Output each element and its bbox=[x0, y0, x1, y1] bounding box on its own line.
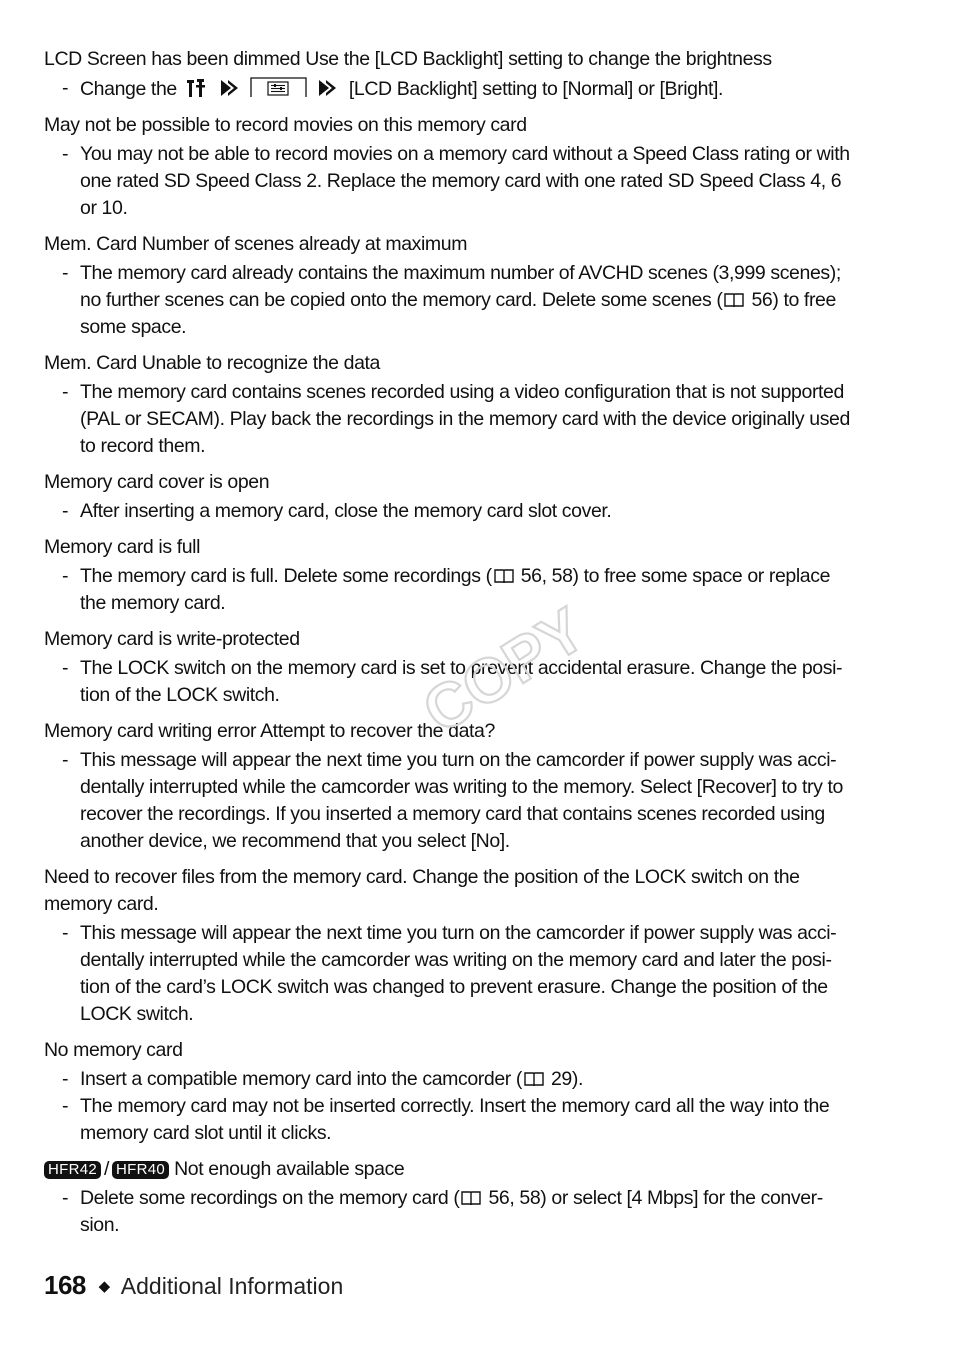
list-marker: - bbox=[62, 381, 69, 403]
solution-text: Insert a compatible memory card into the camcorder ( bbox=[80, 1068, 522, 1090]
message-title-text: Memory card is write-protected bbox=[44, 628, 300, 650]
solution-item bbox=[44, 141, 856, 222]
book-icon bbox=[724, 292, 744, 308]
message-solutions bbox=[44, 498, 856, 525]
solution-text: 29). bbox=[545, 1068, 583, 1090]
arrow-right-icon bbox=[218, 77, 242, 99]
list-marker: - bbox=[62, 77, 69, 99]
solution-text: You may not be able to record movies on a memory card without a Speed Class rating or with one rated SD Speed Class 2. Replace the memory card with one rated SD Speed Class 4, 6 or 10. bbox=[80, 143, 850, 219]
list-marker: - bbox=[62, 1095, 69, 1117]
message-solutions bbox=[44, 563, 856, 617]
message-entry bbox=[44, 534, 856, 617]
message-title-text: Mem. Card Number of scenes already at maximum bbox=[44, 233, 468, 255]
solution-item bbox=[44, 260, 856, 341]
message-title bbox=[44, 1156, 856, 1183]
message-title bbox=[44, 469, 856, 496]
solution-text: The memory card may not be inserted correctly. Insert the memory card all the way into the memory card slot until it clicks. bbox=[80, 1095, 830, 1144]
solution-item bbox=[44, 655, 856, 709]
message-title-text: LCD Screen has been dimmed Use the [LCD Backlight] setting to change the brightness bbox=[44, 48, 772, 70]
message-title-text: Need to recover files from the memory card. Change the position of the LOCK switch on the memory card. bbox=[44, 866, 800, 915]
page-number: 168 bbox=[44, 1270, 86, 1300]
message-solutions bbox=[44, 260, 856, 341]
watermark-text: COPY bbox=[411, 594, 598, 747]
badge-separator: / bbox=[104, 1158, 110, 1180]
solution-text: Delete some recordings on the memory card ( bbox=[80, 1187, 460, 1209]
tools-menu-icon bbox=[186, 77, 210, 99]
book-icon bbox=[461, 1190, 481, 1206]
solution-item bbox=[44, 1066, 856, 1093]
solution-text: After inserting a memory card, close the memory card slot cover. bbox=[80, 500, 612, 522]
footer-section-title: Additional Information bbox=[120, 1273, 344, 1299]
solution-text: 56, 58) or select [4 Mbps] for the conver-sion. bbox=[80, 1187, 823, 1236]
message-title bbox=[44, 350, 856, 377]
solution-item bbox=[44, 379, 856, 460]
solution-text: The memory card is full. Delete some recordings ( bbox=[80, 565, 492, 587]
message-solutions bbox=[44, 75, 856, 103]
message-solutions bbox=[44, 379, 856, 460]
solution-text: The LOCK switch on the memory card is set to prevent accidental erasure. Change the posi-tion of the LOCK switch. bbox=[80, 657, 843, 706]
message-title-text: Memory card is full bbox=[44, 536, 201, 558]
solution-text: [LCD Backlight] setting to [Normal] or [Bright]. bbox=[343, 78, 724, 100]
solution-item bbox=[44, 75, 856, 103]
settings-tab-icon bbox=[250, 75, 308, 99]
model-badge: HFR42 bbox=[44, 1161, 101, 1179]
message-title-text: May not be possible to record movies on this memory card bbox=[44, 114, 527, 136]
message-entry bbox=[44, 718, 856, 855]
message-title bbox=[44, 231, 856, 258]
message-solutions bbox=[44, 1066, 856, 1147]
model-badge: HFR40 bbox=[112, 1161, 169, 1179]
message-entry bbox=[44, 626, 856, 709]
message-title-text: Mem. Card Unable to recognize the data bbox=[44, 352, 380, 374]
message-entry bbox=[44, 1156, 856, 1239]
message-title-text: Not enough available space bbox=[174, 1158, 405, 1180]
message-entry bbox=[44, 1037, 856, 1147]
message-title-text: Memory card writing error Attempt to recover the data? bbox=[44, 720, 495, 742]
message-title bbox=[44, 718, 856, 745]
message-entry bbox=[44, 469, 856, 525]
message-solutions bbox=[44, 920, 856, 1028]
message-solutions bbox=[44, 655, 856, 709]
message-entry bbox=[44, 46, 856, 103]
solution-item bbox=[44, 1093, 856, 1147]
list-marker: - bbox=[62, 500, 69, 522]
list-marker: - bbox=[62, 749, 69, 771]
list-marker: - bbox=[62, 143, 69, 165]
footer-separator: ◆ bbox=[98, 1278, 111, 1295]
message-title bbox=[44, 112, 856, 139]
solution-text: This message will appear the next time you turn on the camcorder if power supply was acci-dentally interrupted while the camcorder was writing to the memory. Select [Recover] to try to recover the recordings. If you inserted a memory card that contains scenes recorded using another device, we recommend that you select [No]. bbox=[80, 749, 843, 852]
solution-text: 56, 58) to free some space or replace the memory card. bbox=[80, 565, 831, 614]
message-entry bbox=[44, 112, 856, 222]
page-footer bbox=[44, 1268, 343, 1304]
solution-item bbox=[44, 498, 856, 525]
solution-item bbox=[44, 920, 856, 1028]
solution-text: Change the bbox=[80, 78, 182, 100]
message-title bbox=[44, 864, 856, 918]
list-marker: - bbox=[62, 657, 69, 679]
message-solutions bbox=[44, 747, 856, 855]
message-solutions bbox=[44, 141, 856, 222]
solution-text: 56) to free some space. bbox=[80, 289, 836, 338]
message-entry bbox=[44, 350, 856, 460]
list-marker: - bbox=[62, 922, 69, 944]
troubleshooting-message-list bbox=[44, 46, 856, 1248]
message-solutions bbox=[44, 1185, 856, 1239]
message-title-text: No memory card bbox=[44, 1039, 183, 1061]
book-icon bbox=[524, 1071, 544, 1087]
message-entry bbox=[44, 864, 856, 1028]
solution-item bbox=[44, 1185, 856, 1239]
solution-text: The memory card already contains the maximum number of AVCHD scenes (3,999 scenes); no further scenes can be copied onto the memory card. Delete some scenes ( bbox=[80, 262, 841, 311]
list-marker: - bbox=[62, 262, 69, 284]
message-title bbox=[44, 1037, 856, 1064]
solution-text: This message will appear the next time you turn on the camcorder if power supply was acci-dentally interrupted while the camcorder was writing on the memory card and later the posi-tion of the card’s LOCK switch was changed to prevent erasure. Change the position of the LOCK switch. bbox=[80, 922, 837, 1025]
list-marker: - bbox=[62, 565, 69, 587]
solution-text: The memory card contains scenes recorded using a video configuration that is not supported (PAL or SECAM). Play back the recordings in the memory card with the device originally used to record them. bbox=[80, 381, 850, 457]
message-title bbox=[44, 626, 856, 653]
list-marker: - bbox=[62, 1068, 69, 1090]
list-marker: - bbox=[62, 1187, 69, 1209]
arrow-right-icon bbox=[316, 77, 340, 99]
book-icon bbox=[494, 568, 514, 584]
message-title-text: Memory card cover is open bbox=[44, 471, 270, 493]
message-title bbox=[44, 46, 856, 73]
solution-item bbox=[44, 747, 856, 855]
message-entry bbox=[44, 231, 856, 341]
message-title bbox=[44, 534, 856, 561]
solution-item bbox=[44, 563, 856, 617]
